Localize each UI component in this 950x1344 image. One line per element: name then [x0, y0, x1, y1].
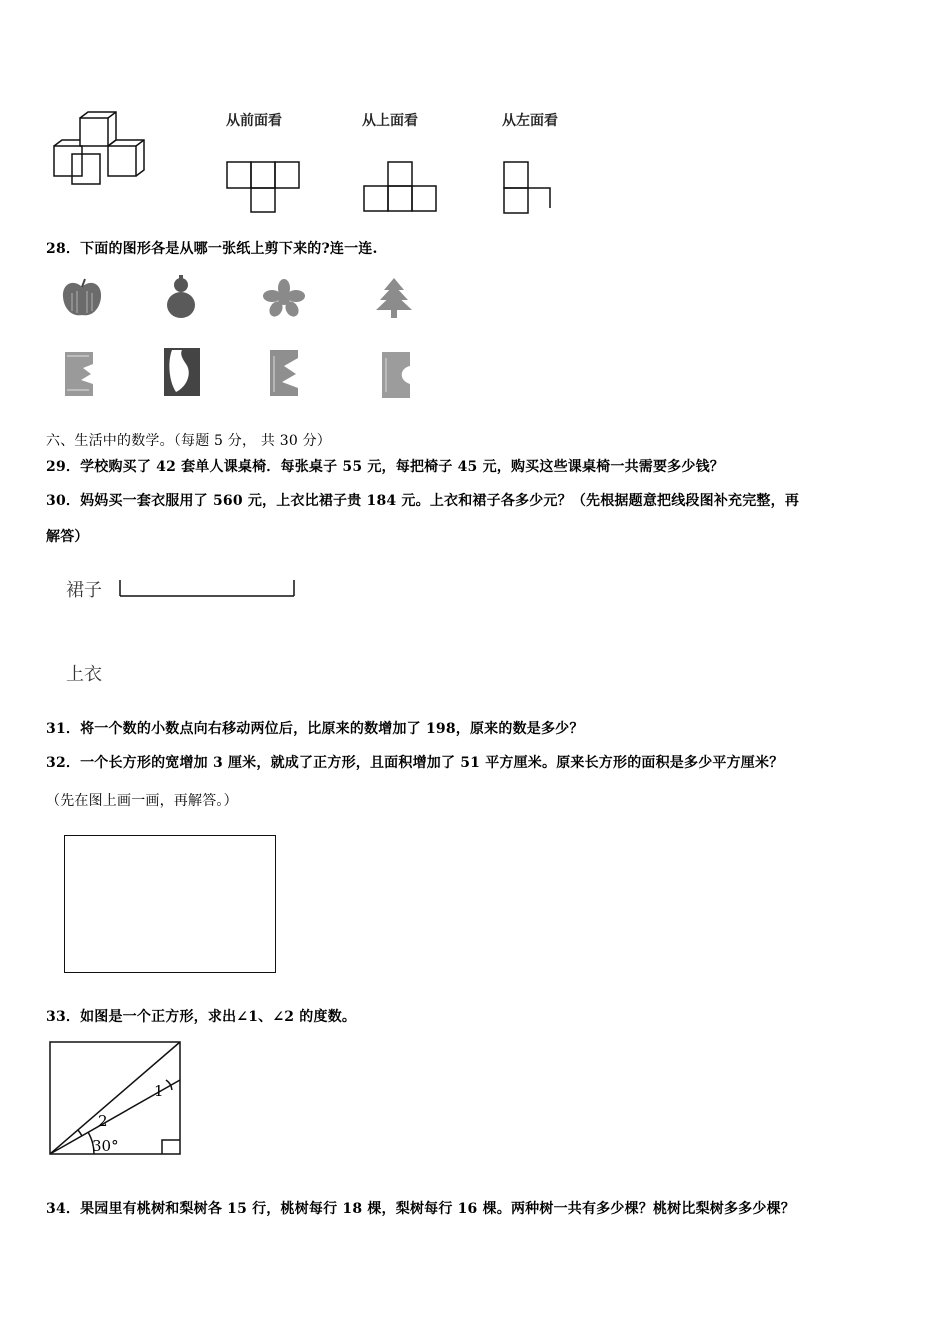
question-30-line1: 30．妈妈买一套衣服用了 560 元，上衣比裙子贵 184 元。上衣和裙子各多少元？（先根据题意把线段图补充完整，再 — [46, 493, 800, 509]
question-33: 33．如图是一个正方形，求出∠1、∠2 的度数。 — [46, 1009, 357, 1025]
cube-stack-figure — [48, 110, 158, 190]
tree-shape-icon[interactable] — [374, 276, 414, 320]
question-30-line2: 解答） — [46, 529, 89, 545]
apple-shape-icon[interactable] — [60, 277, 104, 319]
question-32-line2: （先在图上画一画，再解答。） — [46, 793, 238, 809]
top-clothes-label: 上衣 — [66, 664, 102, 685]
section-6-heading: 六、生活中的数学。（每题 5 分， 共 30 分） — [46, 433, 331, 449]
rectangle-drawing-area[interactable] — [64, 835, 276, 973]
gourd-shape-icon[interactable] — [164, 274, 198, 320]
left-view-drawing — [502, 160, 558, 216]
question-28: 28．下面的图形各是从哪一张纸上剪下来的?连一连. — [46, 241, 378, 257]
view-front-label: 从前面看 — [226, 113, 282, 129]
question-34: 34．果园里有桃树和梨树各 15 行，桃树每行 18 棵，梨树每行 16 棵。两种树一共有多少棵？桃树比梨树多多少棵？ — [46, 1201, 795, 1217]
angle-2-label: 2 — [98, 1112, 108, 1130]
paper-card-3[interactable] — [268, 348, 302, 398]
question-29: 29．学校购买了 42 套单人课桌椅．每张桌子 55 元，每把椅子 45 元，购买这些课桌椅一共需要多少钱？ — [46, 459, 724, 475]
question-31: 31．将一个数的小数点向右移动两位后，比原来的数增加了 198，原来的数是多少？ — [46, 721, 584, 737]
paper-card-1[interactable] — [63, 350, 97, 398]
skirt-segment-diagram — [116, 576, 300, 600]
top-view-drawing — [362, 160, 440, 214]
paper-card-4[interactable] — [380, 350, 414, 400]
view-left-label: 从左面看 — [502, 113, 558, 129]
angle-1-label: 1 — [154, 1082, 164, 1100]
flower-shape-icon[interactable] — [262, 278, 306, 318]
view-top-label: 从上面看 — [362, 113, 418, 129]
angle-30-label: 30° — [92, 1137, 119, 1155]
skirt-label: 裙子 — [66, 580, 102, 601]
front-view-drawing — [226, 160, 302, 214]
question-32-line1: 32．一个长方形的宽增加 3 厘米，就成了正方形，且面积增加了 51 平方厘米。原来长方形的面积是多少平方厘米？ — [46, 755, 784, 771]
paper-card-2[interactable] — [162, 346, 202, 398]
